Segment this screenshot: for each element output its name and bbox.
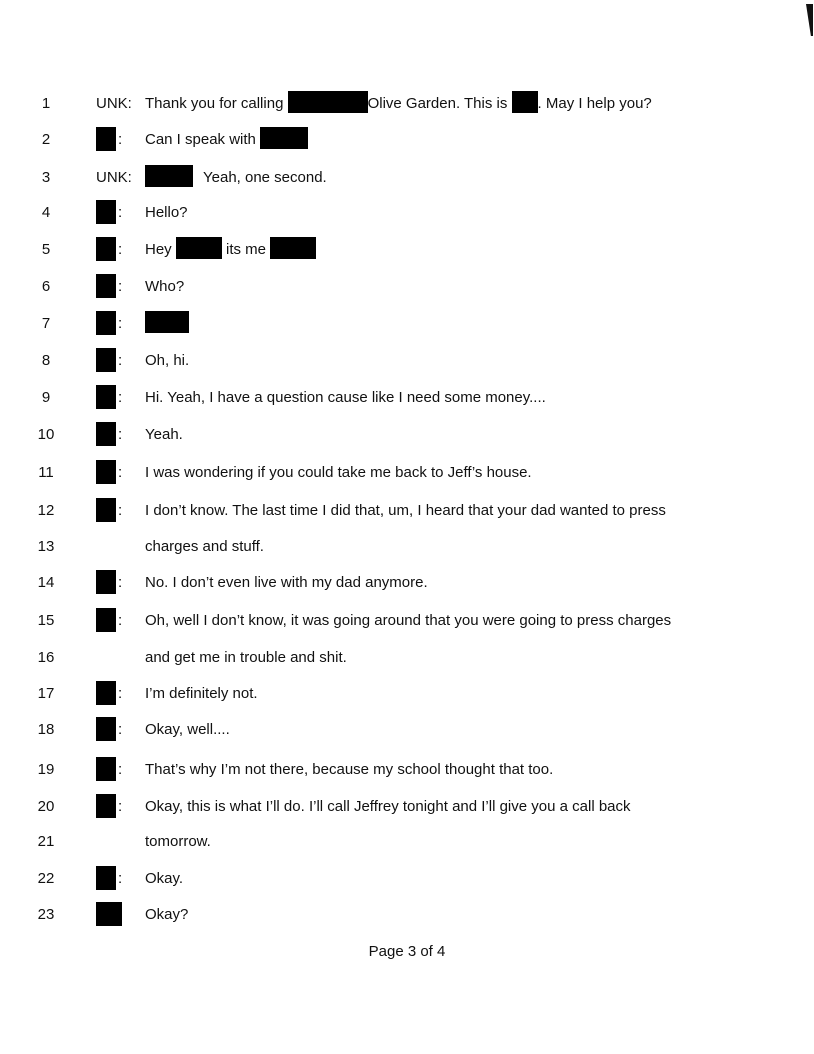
speaker-label [96,903,124,927]
speaker-label: : [96,128,122,152]
utterance-text: and get me in trouble and shit. [145,649,347,666]
speaker-label: : [96,201,122,225]
utterance-text: No. I don’t even live with my dad anymore. [145,574,428,591]
line-number: 22 [37,870,55,887]
transcript-line [0,275,814,299]
transcript-line [0,166,814,190]
redaction-box [145,311,189,333]
redaction-box [96,757,116,781]
utterance-text: Who? [145,278,185,295]
utterance-text: tomorrow. [145,833,211,850]
scan-edge-mark [806,4,813,36]
utterance-text: Thank you for calling Olive Garden. This is . May I help you? [145,92,652,116]
speaker-label: : [96,386,122,410]
utterance-text: Okay. [145,870,184,887]
transcript-line [0,312,814,336]
line-number: 18 [37,721,55,738]
utterance-text: Hi. Yeah, I have a question cause like I need some money.... [145,389,546,406]
speaker-label: : [96,571,122,595]
utterance-text: Hey its me [145,238,316,262]
line-number: 11 [38,464,54,481]
redaction-box [288,91,368,113]
redaction-box [176,237,222,259]
transcript-line [0,201,814,225]
transcript-line [0,423,814,447]
utterance-text: I’m definitely not. [145,685,258,702]
redaction-box [96,127,116,151]
utterance-text: Okay, this is what I’ll do. I’ll call Jeffrey tonight and I’ll give you a call back [145,798,631,815]
utterance-text: That’s why I’m not there, because my school thought that too. [145,761,554,778]
utterance-text: Can I speak with [145,128,308,152]
redaction-box [145,165,193,187]
redaction-box [96,570,116,594]
line-number: 8 [41,352,51,369]
redaction-box [96,422,116,446]
transcript-line [0,499,814,523]
speaker-label: : [96,609,122,633]
line-number: 2 [41,131,51,148]
utterance-text: Okay? [145,906,189,923]
line-number: 12 [37,502,55,519]
transcript-line [0,128,814,152]
transcript-line [0,461,814,485]
speaker-label: : [96,238,122,262]
transcript-line [0,903,814,927]
transcript-line [0,92,814,116]
utterance-text: charges and stuff. [145,538,264,555]
transcript-line [0,646,814,670]
transcript-line [0,758,814,782]
utterance-text: Okay, well.... [145,721,230,738]
line-number: 7 [41,315,51,332]
utterance-text: Oh, hi. [145,352,190,369]
utterance-text: Hello? [145,204,188,221]
speaker-label: UNK: [96,95,132,112]
utterance-text: Yeah. [145,426,183,443]
line-number: 1 [41,95,51,112]
line-number: 4 [41,204,51,221]
transcript-line [0,238,814,262]
line-number: 15 [37,612,55,629]
redaction-box [96,237,116,261]
redaction-box [96,311,116,335]
line-number: 19 [37,761,55,778]
redaction-box [96,608,116,632]
line-number: 14 [37,574,55,591]
transcript-line [0,571,814,595]
line-number: 16 [37,649,55,666]
transcript-line [0,609,814,633]
speaker-label: : [96,682,122,706]
page-footer: Page 3 of 4 [368,943,446,960]
transcript-line [0,795,814,819]
redaction-box [96,460,116,484]
redaction-box [96,385,116,409]
redaction-box [96,794,116,818]
redaction-box [96,717,116,741]
redaction-box [96,902,122,926]
line-number: 13 [37,538,55,555]
line-number: 10 [37,426,55,443]
transcript-line [0,535,814,559]
speaker-label: : [96,758,122,782]
line-number: 17 [37,685,55,702]
transcript-line [0,349,814,373]
transcript-line [0,718,814,742]
transcript-line [0,682,814,706]
redaction-box [260,127,308,149]
speaker-label: : [96,275,122,299]
line-number: 23 [37,906,55,923]
line-number: 6 [41,278,51,295]
utterance-text: I was wondering if you could take me back to Jeff’s house. [145,464,532,481]
utterance-text: Oh, well I don’t know, it was going around that you were going to press charges [145,612,672,629]
speaker-label: UNK: [96,169,132,186]
transcript-line [0,867,814,891]
speaker-label: : [96,349,122,373]
redaction-box [96,866,116,890]
utterance-text: I don’t know. The last time I did that, um, I heard that your dad wanted to press [145,502,666,519]
speaker-label: : [96,461,122,485]
redaction-box [96,348,116,372]
speaker-label: : [96,867,122,891]
line-number: 3 [41,169,51,186]
speaker-label: : [96,423,122,447]
transcript-line [0,830,814,854]
line-number: 5 [41,241,51,258]
line-number: 9 [41,389,51,406]
redaction-box [270,237,316,259]
redaction-box [512,91,538,113]
redaction-box [96,274,116,298]
speaker-label: : [96,795,122,819]
line-number: 21 [37,833,55,850]
line-number: 20 [37,798,55,815]
redaction-box [96,200,116,224]
redaction-box [96,681,116,705]
utterance-text: Yeah, one second. [145,166,327,190]
speaker-label: : [96,718,122,742]
speaker-label: : [96,312,122,336]
speaker-label: : [96,499,122,523]
transcript-line [0,386,814,410]
utterance-text [145,312,189,336]
redaction-box [96,498,116,522]
